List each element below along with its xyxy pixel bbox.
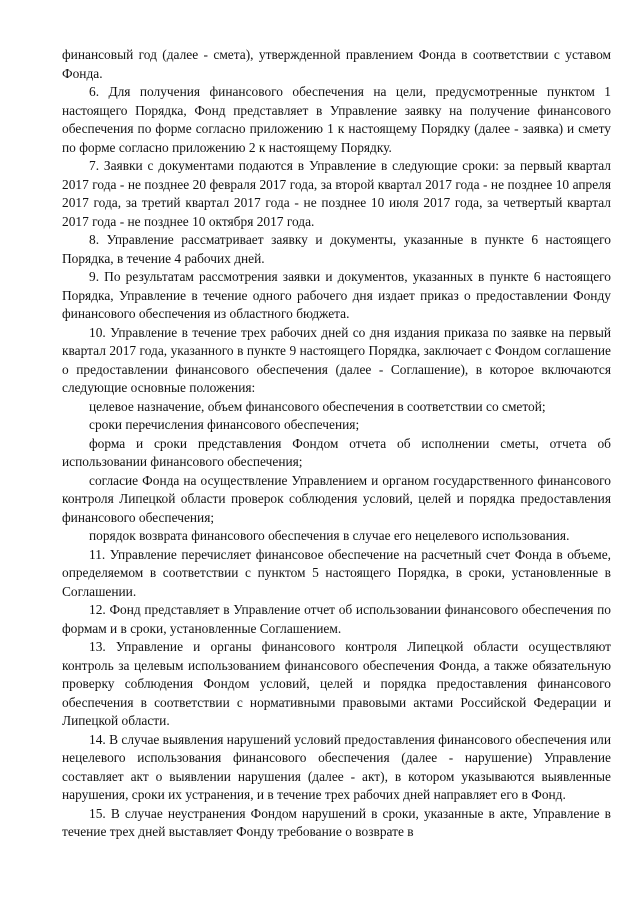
paragraph-8: 8. Управление рассматривает заявку и документы, указанные в пункте 6 настоящего Порядка, в течение 4 рабочих дней. [62, 232, 611, 266]
paragraph-9: 9. По результатам рассмотрения заявки и документов, указанных в пункте 6 настоящего Порядка, Управление в течение одного рабочего дня издает приказ о предоставлении Фонду финансового обеспечения из областного бюджета. [62, 269, 611, 321]
paragraph-15: 15. В случае неустранения Фондом нарушений в сроки, указанные в акте, Управление в течение трех дней выставляет Фонду требование о возврате в [62, 805, 611, 839]
paragraph-14: 14. В случае выявления нарушений условий предоставления финансового обеспечения или нецелевого использования финансового обеспечения (далее - нарушение) Управление составляет акт о выявлении нарушения (далее - акт), в котором указываются выявленные нарушения, сроки их устранения, и в течение трех рабочих дней направляет его в Фонд. [62, 731, 611, 802]
paragraph-10-item-refund: порядок возврата финансового обеспечения в случае его нецелевого использования. [89, 528, 570, 543]
paragraph-6: 6. Для получения финансового обеспечения на цели, предусмотренные пунктом 1 настоящего Порядка, Фонд представляет в Управление заявку на получение финансового обеспечения по форме согласно приложению 1 к настоящему Порядку (далее - заявка) и смету по форме согласно приложению 2 к настоящему Порядку. [62, 84, 611, 155]
paragraph-10-item-transfer-terms: сроки перечисления финансового обеспечения; [89, 417, 360, 432]
paragraph-7: 7. Заявки с документами подаются в Управление в следующие сроки: за первый квартал 2017 года - не позднее 20 февраля 2017 года, за второй квартал 2017 года - не позднее 10 апреля 2017 года, за третий квартал 2017 года - не позднее 10 июля 2017 года, за четвертый квартал 2017 года - не позднее 10 октября 2017 года. [62, 158, 611, 229]
paragraph-11: 11. Управление перечисляет финансовое обеспечение на расчетный счет Фонда в объеме, определяемом в соответствии с пунктом 5 настоящего Порядка, в сроки, установленные в Соглашении. [62, 546, 611, 599]
paragraph-10-item-reporting: форма и сроки представления Фондом отчета об исполнении сметы, отчета об использовании финансового обеспечения; [62, 435, 611, 469]
document-page [62, 46, 611, 842]
paragraph-10: 10. Управление в течение трех рабочих дней со дня издания приказа по заявке на первый квартал 2017 года, указанного в пункте 9 настоящего Порядка, заключает с Фондом соглашение о предоставлении финансового обеспечения (далее - Соглашение), в которое включаются следующие основные положения: [62, 324, 611, 395]
paragraph-continuation: финансовый год (далее - смета), утвержденной правлением Фонда в соответствии с уставом Фонда. [62, 47, 611, 81]
paragraph-10-item-consent: согласие Фонда на осуществление Управлением и органом государственного финансового контроля Липецкой области проверок соблюдения условий, целей и порядка предоставления финансового обеспечения; [62, 472, 611, 525]
paragraph-12: 12. Фонд представляет в Управление отчет об использовании финансового обеспечения по формам и в сроки, установленные Соглашением. [62, 602, 611, 636]
paragraph-10-item-purpose: целевое назначение, объем финансового обеспечения в соответствии со сметой; [89, 398, 546, 414]
paragraph-13: 13. Управление и органы финансового контроля Липецкой области осуществляют контроль за целевым использованием финансового обеспечения Фонда, а также обязательную проверку соблюдения Фондом условий, целей и порядка предоставления финансового обеспечения в соответствии с нормативными правовыми актами Российской Федерации и Липецкой области. [62, 639, 611, 728]
